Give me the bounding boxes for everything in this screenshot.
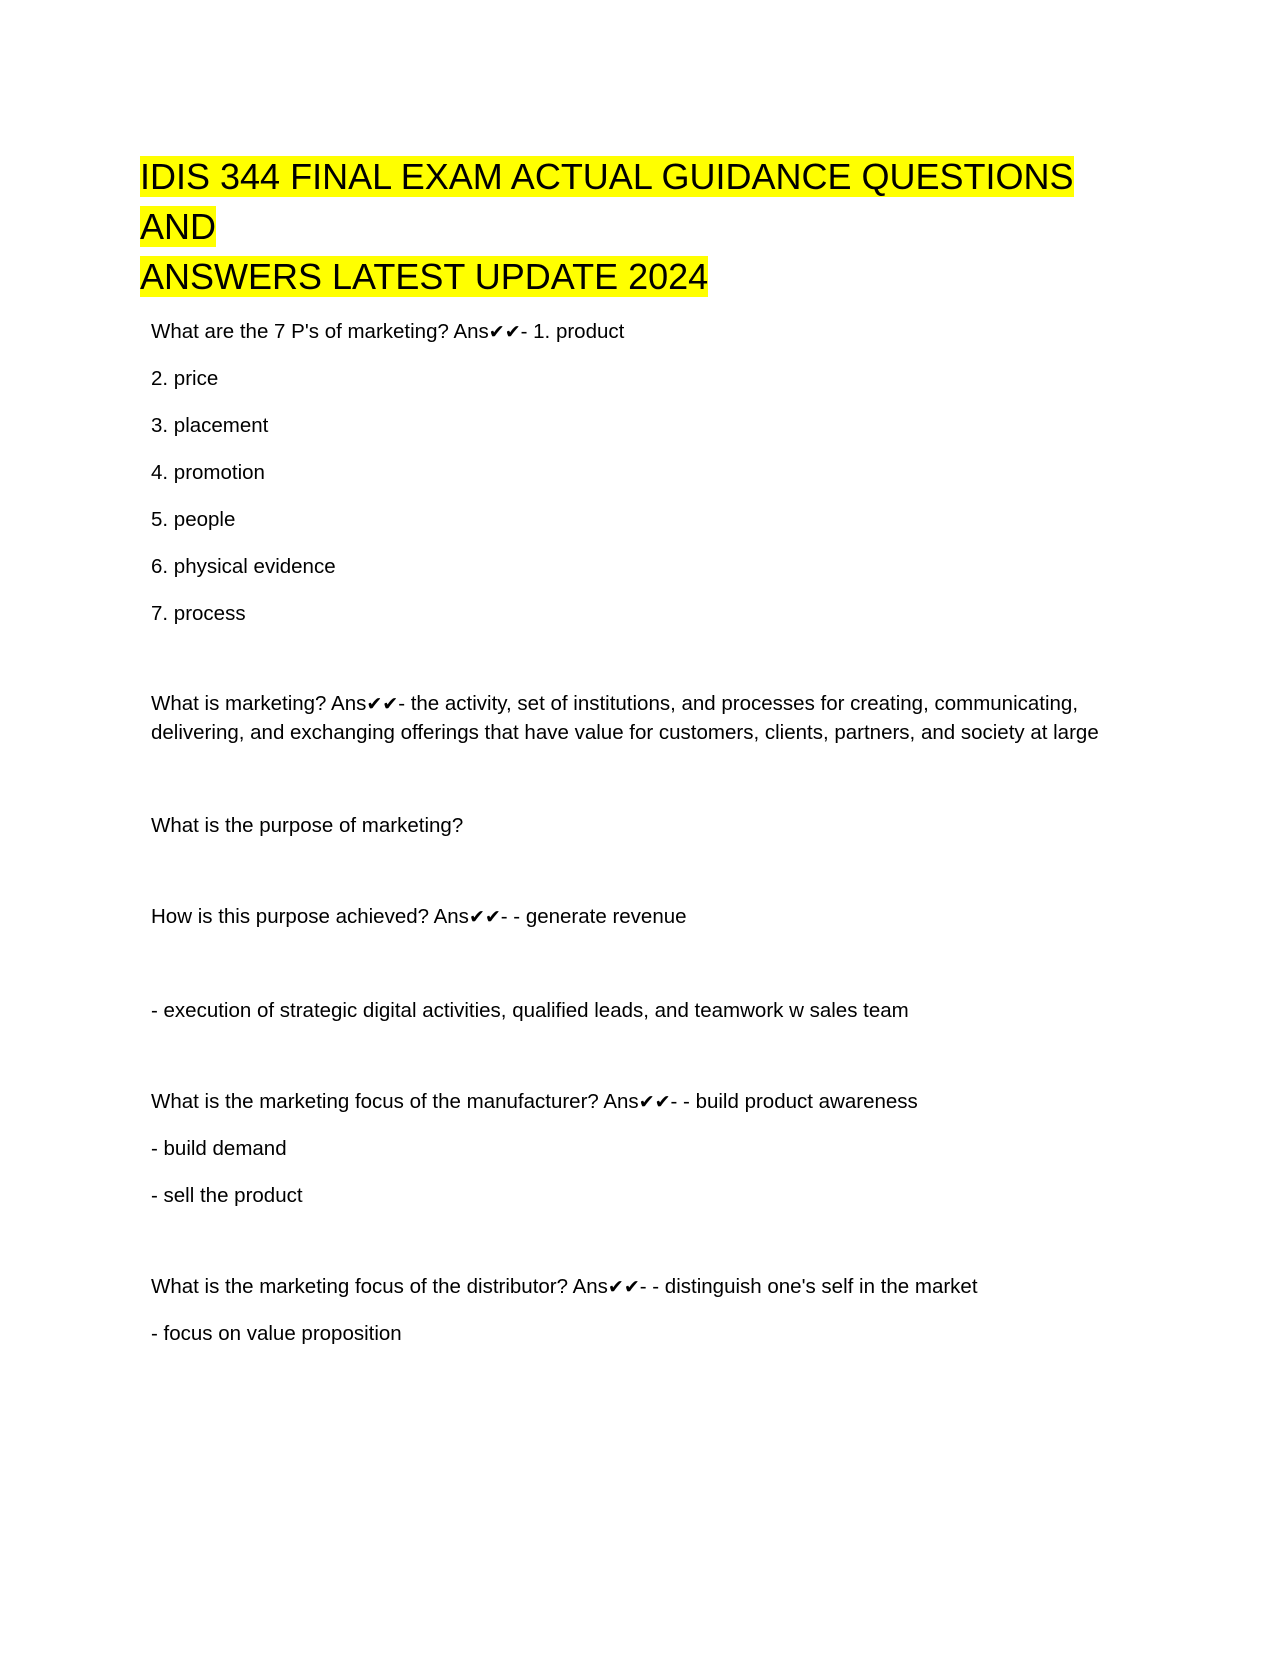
title-line-2: ANSWERS LATEST UPDATE 2024 <box>140 256 709 297</box>
check-marks-icon: ✔✔ <box>468 906 501 928</box>
check-marks-icon: ✔✔ <box>366 693 399 715</box>
list-item: 6. physical evidence <box>151 555 336 578</box>
list-item: - execution of strategic digital activities, qualified leads, and teamwork w sales team <box>151 999 909 1022</box>
list-item: 2. price <box>151 367 219 390</box>
list-item: 3. placement <box>151 414 269 437</box>
answer-continuation: delivering, and exchanging offerings that have value for customers, clients, partners, and society at large <box>151 721 1099 744</box>
list-item: - build demand <box>151 1137 287 1160</box>
list-item: 7. process <box>151 602 246 625</box>
list-item: - focus on value proposition <box>151 1322 402 1345</box>
list-item: 4. promotion <box>151 461 265 484</box>
check-marks-icon: ✔✔ <box>607 1276 640 1298</box>
question-purpose-achieved: How is this purpose achieved? Ans✔✔- - generate revenue <box>151 905 687 928</box>
list-item: - sell the product <box>151 1184 303 1207</box>
question-7ps: What are the 7 P's of marketing? Ans✔✔- 1. product <box>151 320 625 343</box>
document-title <box>140 152 1140 302</box>
check-marks-icon: ✔✔ <box>638 1091 671 1113</box>
question-manufacturer-focus: What is the marketing focus of the manufacturer? Ans✔✔- - build product awareness <box>151 1090 918 1113</box>
question-purpose-of-marketing: What is the purpose of marketing? <box>151 814 464 837</box>
question-distributor-focus: What is the marketing focus of the distributor? Ans✔✔- - distinguish one's self in the market <box>151 1275 978 1298</box>
list-item: 5. people <box>151 508 236 531</box>
check-marks-icon: ✔✔ <box>488 321 521 343</box>
question-what-is-marketing: What is marketing? Ans✔✔- the activity, set of institutions, and processes for creating, communicating, <box>151 692 1079 715</box>
title-line-1: IDIS 344 FINAL EXAM ACTUAL GUIDANCE QUESTIONS AND <box>140 156 1074 247</box>
